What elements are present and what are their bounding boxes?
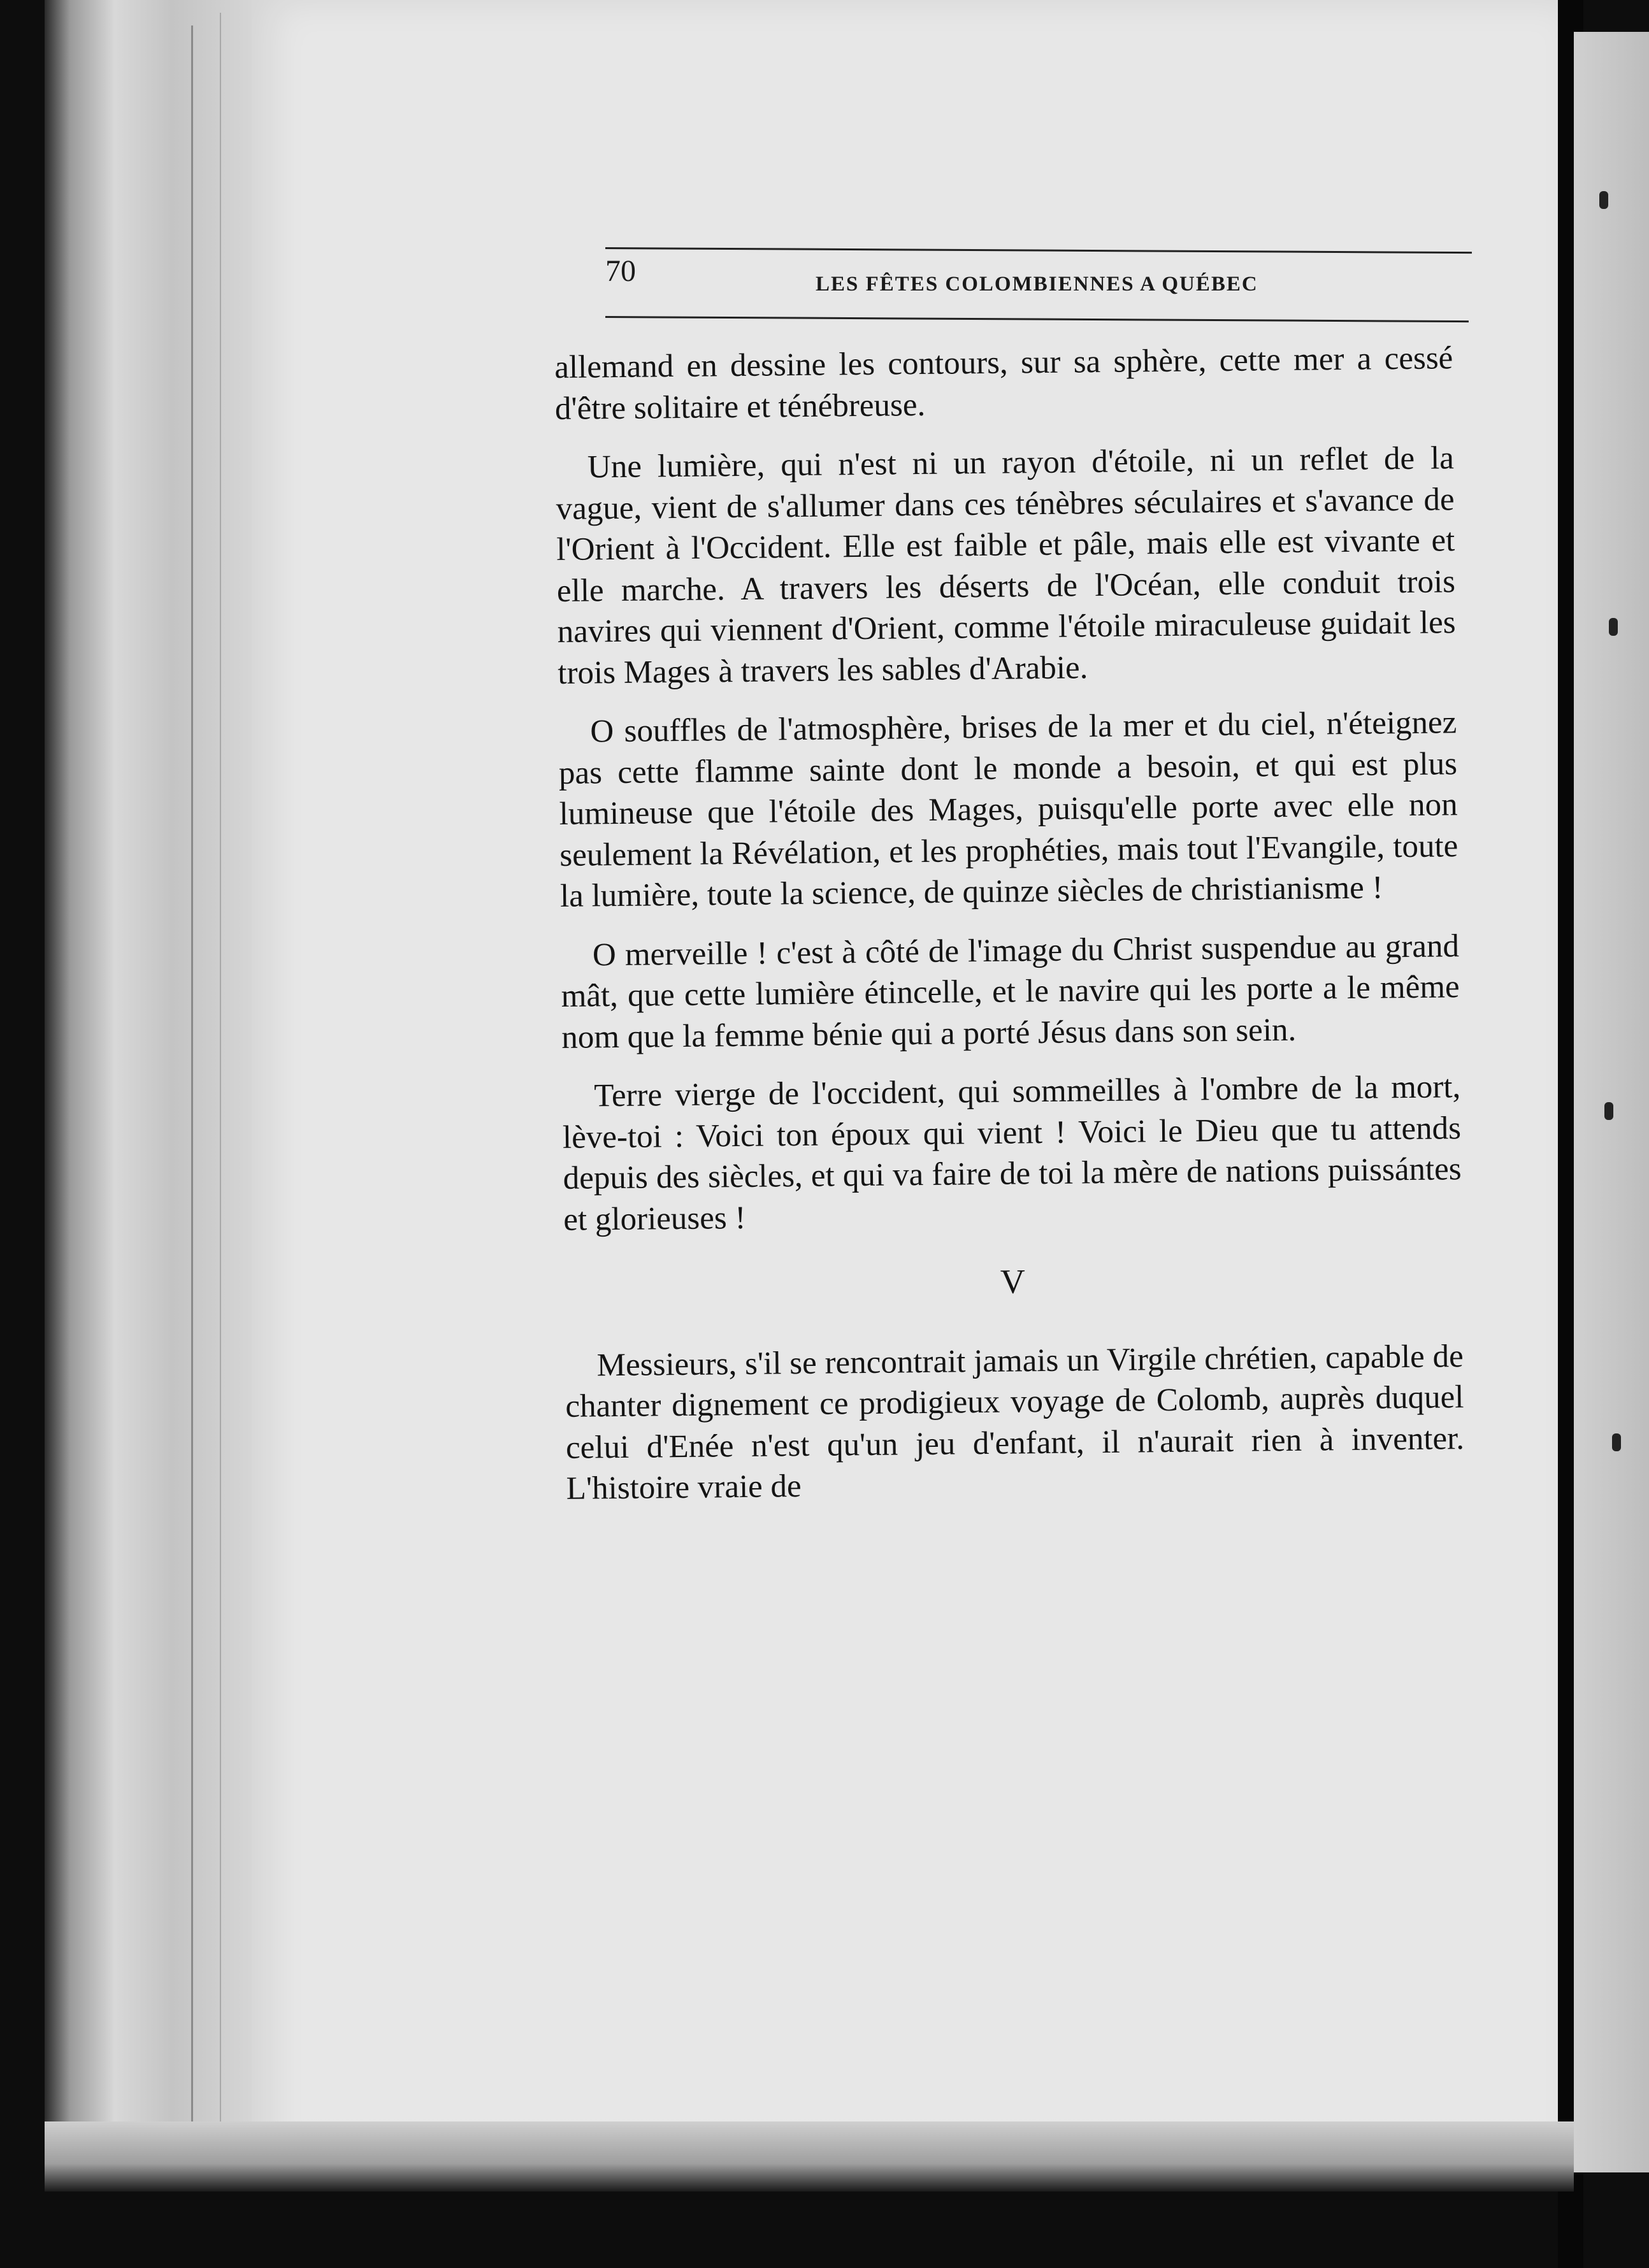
page-bottom-edge [45,2121,1574,2192]
binding-line [191,25,193,2134]
ink-mark [1609,618,1618,636]
binding-line [220,13,221,2134]
paragraph: Une lumière, qui n'est ni un rayon d'étoile, ni un reflet de la vague, vient de s'allumer dans ces ténèbres séculaires et s'avance de l'Orient à l'Occident. Elle est faible et pâle, mais elle est vivante et elle marche. A travers les déserts de l'Océan, elle conduit trois navires qui viennent d'Orient, comme l'étoile miraculeuse guidait les trois Mages à travers les sables d'Arabie. [556,440,1456,691]
ink-mark [1612,1433,1621,1451]
paragraph: O merveille ! c'est à côté de l'image du Christ suspendue au grand mât, que cette lumière étincelle, et le navire qui les porte a le même nom que la femme bénie qui a porté Jésus dans son sein. [561,928,1460,1056]
running-title: LES FÊTES COLOMBIENNES A QUÉBEC [816,273,1258,296]
ink-mark [1599,191,1608,209]
paragraph: Messieurs, s'il se rencontrait jamais un Virgile chrétien, capable de chanter dignement ce prodigieux voyage de Colomb, auprès duquel celui d'Enée n'est qu'un jeu d'enfant, il n'aurait rien à inventer. L'histoire vraie de [565,1338,1465,1507]
next-page-edge [1574,32,1649,2172]
page-number: 70 [605,254,636,288]
book-binding-edge [45,0,255,2147]
paragraph: Terre vierge de l'occident, qui sommeilles à l'ombre de la mort, lève-toi : Voici ton époux qui vient ! Voici le Dieu que tu attends depuis des siècles, et qui va faire de toi la mère de nations puissántes et glorieuses ! [562,1069,1462,1238]
ink-mark [1604,1102,1613,1120]
paragraph: allemand en dessine les contours, sur sa sphère, cette mer a cessé d'être solitaire et ténébreuse. [554,340,1453,427]
section-heading: V [1000,1262,1027,1301]
paragraph: O souffles de l'atmosphère, brises de la mer et du ciel, n'éteignez pas cette flamme sainte dont le monde a besoin, et qui est plus lumineuse que l'étoile des Mages, puisqu'elle porte avec elle non seulement la Révélation, et les prophéties, mais tout l'Evangile, toute la lumière, toute la science, de quinze siècles de christianisme ! [558,705,1458,914]
body-text [554,338,1465,1527]
